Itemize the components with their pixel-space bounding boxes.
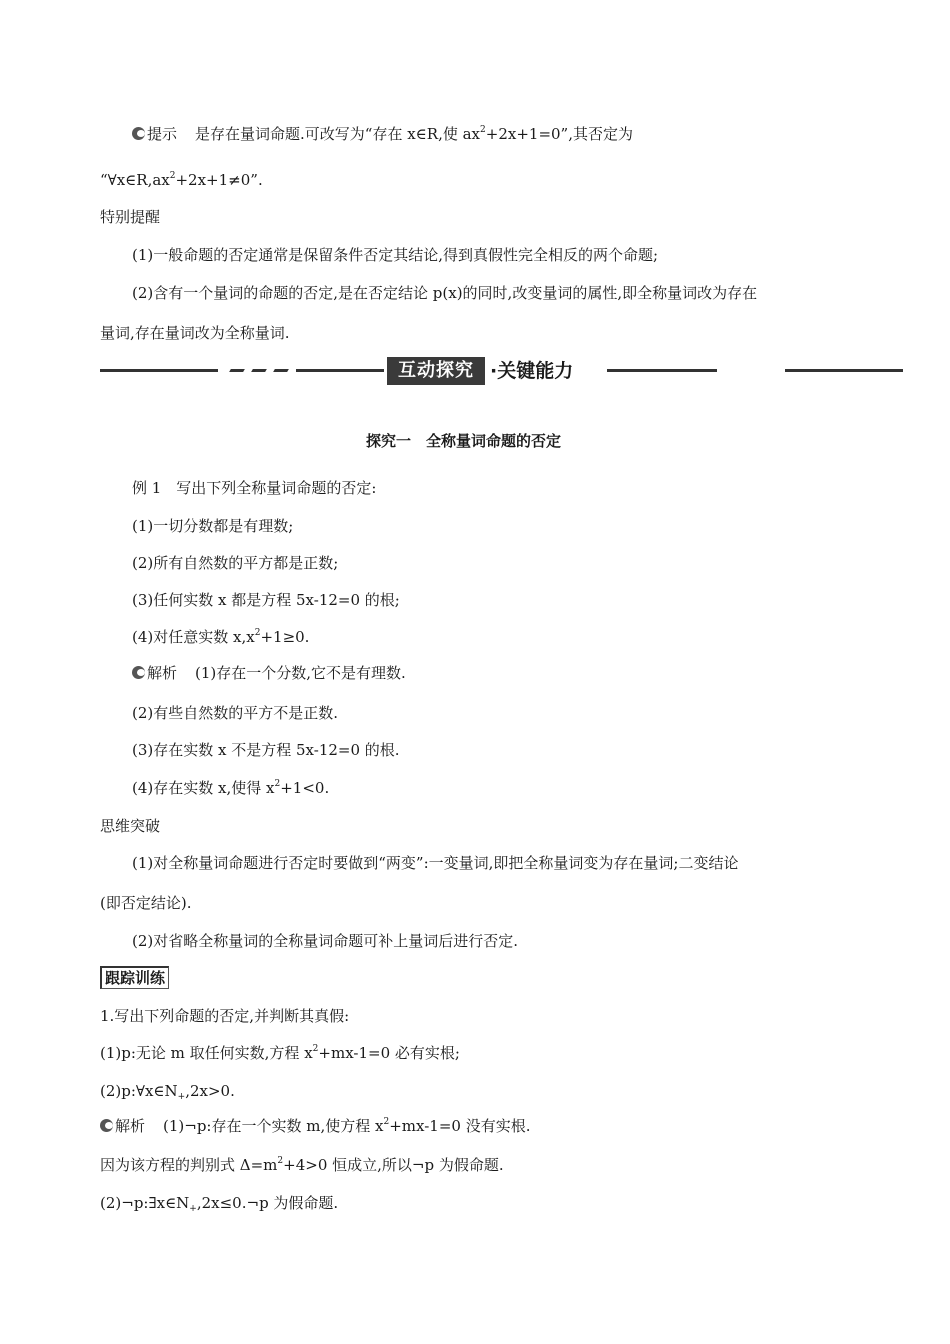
special-heading: 特别提醒	[100, 208, 161, 226]
q2-text: ,2x>0.	[185, 1082, 235, 1100]
a4-text: (4)存在实数 x,使得 x	[132, 779, 275, 797]
s2-text: 因为该方程的判别式 Δ=m	[100, 1156, 278, 1174]
subscript: +	[189, 1204, 197, 1214]
training-intro: 1.写出下列命题的否定,并判断其真假:	[100, 1007, 350, 1025]
example-q4	[132, 627, 309, 647]
s3-text: (2)¬p:∃x∈N	[100, 1194, 190, 1212]
banner-rule-mid	[296, 369, 384, 372]
training-s2	[100, 1155, 504, 1175]
banner-rule-far-right	[785, 369, 903, 372]
banner-box-label: 互动探究	[387, 357, 485, 385]
q1-text: (1)p:无论 m 取任何实数,方程 x	[100, 1044, 313, 1062]
example-intro: 例 1 写出下列全称量词命题的否定:	[132, 479, 377, 497]
thinking-heading: 思维突破	[100, 817, 161, 835]
solution-a4	[132, 778, 329, 798]
thinking-p1-line1: (1)对全称量词命题进行否定时要做到“两变”:一变量词,即把全称量词变为存在量词;二变结论	[132, 854, 739, 872]
solution-a1: (1)存在一个分数,它不是有理数.	[195, 664, 406, 682]
solution-label: 解析	[147, 664, 178, 682]
training-solution-label: 解析	[115, 1117, 146, 1135]
hint-text: “∀x∈R,ax	[100, 171, 170, 189]
training-tag: 跟踪训练	[100, 966, 169, 989]
example-q1: (1)一切分数都是有理数;	[132, 517, 294, 535]
superscript: 2	[312, 1044, 319, 1054]
section-title: 探究一 全称量词命题的否定	[366, 432, 562, 450]
solution-a3: (3)存在实数 x 不是方程 5x-12=0 的根.	[132, 741, 400, 759]
hint-label: 提示	[147, 125, 178, 143]
training-s3	[100, 1193, 338, 1213]
s3-text: ,2x≤0.¬p 为假命题.	[196, 1194, 339, 1212]
hint-text: +2x+1≠0”.	[175, 171, 263, 189]
superscript: 2	[277, 1156, 284, 1166]
example-q2: (2)所有自然数的平方都是正数;	[132, 554, 339, 572]
training-q1	[100, 1043, 460, 1063]
s1-text: +mx-1=0 没有实根.	[389, 1117, 531, 1135]
banner-text: ·关键能力	[490, 360, 574, 382]
q4-text: (4)对任意实数 x,x	[132, 628, 255, 646]
thinking-p1-line2: (即否定结论).	[100, 894, 192, 912]
hint-marker-icon	[132, 127, 145, 140]
training-s1	[100, 1116, 530, 1136]
banner-rule-right	[607, 369, 717, 372]
q4-text: +1≥0.	[260, 628, 310, 646]
superscript: 2	[480, 125, 486, 135]
example-q3: (3)任何实数 x 都是方程 5x-12=0 的根;	[132, 591, 400, 609]
hint-text: +2x+1=0”,其否定为	[485, 125, 633, 143]
solution-marker-icon	[100, 1119, 113, 1132]
banner-rule-left	[100, 369, 218, 372]
q2-text: (2)p:∀x∈N	[100, 1082, 178, 1100]
special-p2-line2: 量词,存在量词改为全称量词.	[100, 324, 290, 342]
superscript: 2	[169, 171, 176, 181]
superscript: 2	[274, 779, 281, 789]
s2-text: +4>0 恒成立,所以¬p 为假命题.	[283, 1156, 504, 1174]
banner-dash	[229, 369, 245, 372]
a4-text: +1<0.	[280, 779, 330, 797]
training-q2	[100, 1081, 235, 1101]
q1-text: +mx-1=0 必有实根;	[318, 1044, 460, 1062]
solution-a1-line	[132, 663, 406, 683]
superscript: 2	[254, 628, 261, 638]
special-p1: (1)一般命题的否定通常是保留条件否定其结论,得到真假性完全相反的两个命题;	[132, 246, 659, 264]
s1-text: (1)¬p:存在一个实数 m,使方程 x	[163, 1117, 384, 1135]
thinking-p2: (2)对省略全称量词的全称量词命题可补上量词后进行否定.	[132, 932, 519, 950]
subscript: +	[177, 1092, 186, 1102]
solution-a2: (2)有些自然数的平方不是正数.	[132, 704, 339, 722]
solution-marker-icon	[132, 666, 145, 679]
superscript: 2	[383, 1117, 390, 1127]
banner-dash	[273, 369, 289, 372]
hint-line-2	[100, 170, 263, 190]
special-p2-line1: (2)含有一个量词的命题的否定,是在否定结论 p(x)的同时,改变量词的属性,即全称量词改为存在	[132, 284, 758, 302]
hint-text: 是存在量词命题.可改写为“存在 x∈R,使 ax	[195, 125, 481, 143]
banner-dash	[251, 369, 267, 372]
hint-line-1	[132, 124, 633, 144]
